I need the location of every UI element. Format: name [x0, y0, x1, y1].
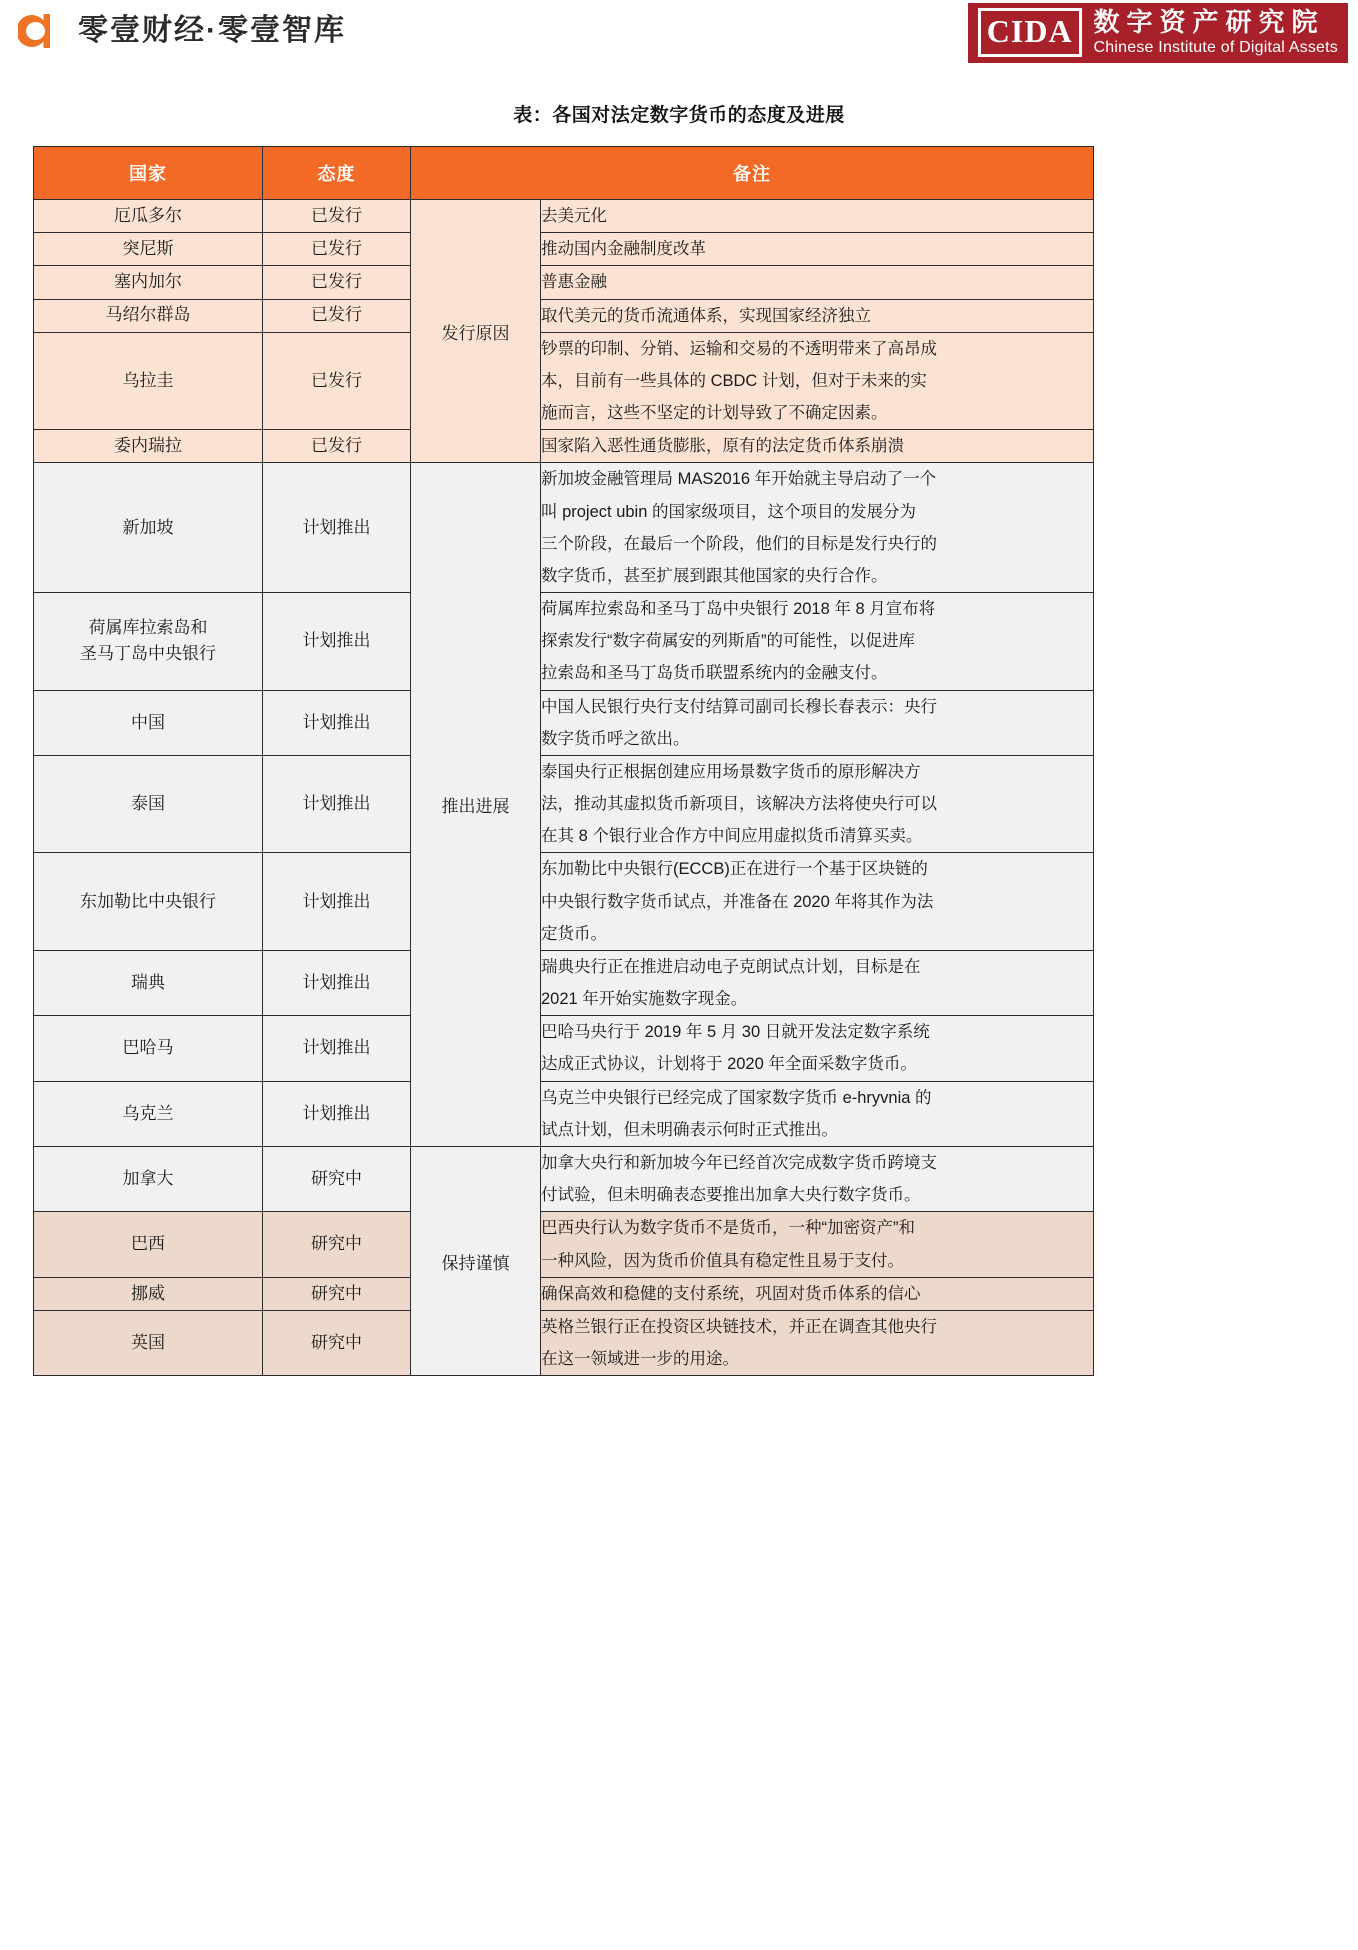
cell-group-label: 推出进展: [411, 463, 541, 1147]
cell-attitude: 已发行: [263, 200, 411, 233]
cell-country: 马绍尔群岛: [34, 299, 263, 332]
cell-country: 挪威: [34, 1277, 263, 1310]
cell-country: 突尼斯: [34, 233, 263, 266]
cell-remark: 英格兰银行正在投资区块链技术，并正在调查其他央行 在这一领域进一步的用途。: [541, 1310, 1094, 1375]
cell-country: 乌克兰: [34, 1081, 263, 1146]
table-row: [34, 266, 1094, 299]
cell-attitude: 计划推出: [263, 853, 411, 951]
alpha-logo-icon: [18, 8, 64, 54]
cida-chinese-name: 数字资产研究院: [1093, 7, 1325, 37]
cell-country: 塞内加尔: [34, 266, 263, 299]
table-container: [33, 146, 1093, 1376]
cida-logo: [968, 3, 1348, 63]
cell-country: 新加坡: [34, 463, 263, 593]
table-row: [34, 463, 1094, 593]
cell-remark: 巴哈马央行于 2019 年 5 月 30 日就开发法定数字系统 达成正式协议，计划将于 2020 年全面采数字货币。: [541, 1016, 1094, 1081]
cell-attitude: 计划推出: [263, 755, 411, 853]
cell-country: 中国: [34, 690, 263, 755]
table-row: [34, 1310, 1094, 1375]
cell-remark: 巴西央行认为数字货币不是货币，一种“加密资产”和 一种风险，因为货币价值具有稳定性且易于支付。: [541, 1212, 1094, 1277]
table-row: [34, 690, 1094, 755]
cell-attitude: 已发行: [263, 430, 411, 463]
cida-wordmark: [1094, 8, 1338, 57]
cida-badge: [978, 8, 1082, 57]
table-row: [34, 1277, 1094, 1310]
table-title: 表：各国对法定数字货币的态度及进展: [513, 105, 845, 126]
cell-attitude: 研究中: [263, 1146, 411, 1211]
table-row: [34, 755, 1094, 853]
cell-attitude: 计划推出: [263, 1081, 411, 1146]
brand-left-label: 零壹财经·零壹智库: [78, 14, 346, 47]
table-row: [34, 233, 1094, 266]
page-header: [0, 0, 1358, 72]
table-row: [34, 950, 1094, 1015]
cell-attitude: 计划推出: [263, 593, 411, 691]
cell-country: 委内瑞拉: [34, 430, 263, 463]
cell-remark: 去美元化: [541, 200, 1094, 233]
cell-remark: 荷属库拉索岛和圣马丁岛中央银行 2018 年 8 月宣布将 探索发行“数字荷属安的列斯盾”的可能性，以促进库 拉索岛和圣马丁岛货币联盟系统内的金融支付。: [541, 593, 1094, 691]
cell-remark: 取代美元的货币流通体系，实现国家经济独立: [541, 299, 1094, 332]
cell-remark: 加拿大央行和新加坡今年已经首次完成数字货币跨境支 付试验，但未明确表态要推出加拿大央行数字货币。: [541, 1146, 1094, 1211]
table-row: [34, 1016, 1094, 1081]
cell-attitude: 研究中: [263, 1310, 411, 1375]
cell-attitude: 计划推出: [263, 463, 411, 593]
cell-country: 加拿大: [34, 1146, 263, 1211]
cell-remark: 推动国内金融制度改革: [541, 233, 1094, 266]
column-header-country: 国家: [34, 147, 263, 200]
cell-attitude: 研究中: [263, 1212, 411, 1277]
cell-remark: 新加坡金融管理局 MAS2016 年开始就主导启动了一个 叫 project ubin 的国家级项目，这个项目的发展分为 三个阶段，在最后一个阶段，他们的目标是发行央行的 数字货币，甚至扩展到跟其他国家的央行合作。: [541, 463, 1094, 593]
table-body: [34, 200, 1094, 1376]
table-row: [34, 332, 1094, 430]
cell-remark: 普惠金融: [541, 266, 1094, 299]
cell-remark: 泰国央行正根据创建应用场景数字货币的原形解决方 法，推动其虚拟货币新项目，该解决方法将使央行可以 在其 8 个银行业合作方中间应用虚拟货币清算买卖。: [541, 755, 1094, 853]
cida-english-name: Chinese Institute of Digital Assets: [1093, 38, 1338, 56]
table-row: [34, 853, 1094, 951]
cell-remark: 中国人民银行央行支付结算司副司长穆长春表示：央行 数字货币呼之欲出。: [541, 690, 1094, 755]
table-row: [34, 299, 1094, 332]
table-header-row: [34, 147, 1094, 200]
cell-attitude: 已发行: [263, 266, 411, 299]
table-row: [34, 593, 1094, 691]
cida-badge-label: CIDA: [986, 13, 1073, 50]
cbdc-status-table: [33, 146, 1094, 1376]
table-row: [34, 200, 1094, 233]
cell-attitude: 计划推出: [263, 950, 411, 1015]
cell-attitude: 已发行: [263, 233, 411, 266]
cell-attitude: 已发行: [263, 299, 411, 332]
table-header: [34, 147, 1094, 200]
cell-attitude: 研究中: [263, 1277, 411, 1310]
cell-country: 泰国: [34, 755, 263, 853]
cell-attitude: 计划推出: [263, 1016, 411, 1081]
cell-country: 厄瓜多尔: [34, 200, 263, 233]
table-row: [34, 430, 1094, 463]
cell-remark: 东加勒比中央银行(ECCB)正在进行一个基于区块链的 中央银行数字货币试点，并准备在 2020 年将其作为法 定货币。: [541, 853, 1094, 951]
table-row: [34, 1081, 1094, 1146]
cell-country: 巴西: [34, 1212, 263, 1277]
cell-country: 瑞典: [34, 950, 263, 1015]
cell-attitude: 已发行: [263, 332, 411, 430]
cell-remark: 确保高效和稳健的支付系统，巩固对货币体系的信心: [541, 1277, 1094, 1310]
cell-group-label: 保持谨慎: [411, 1146, 541, 1375]
cell-country: 荷属库拉索岛和 圣马丁岛中央银行: [34, 593, 263, 691]
cell-remark: 国家陷入恶性通货膨胀，原有的法定货币体系崩溃: [541, 430, 1094, 463]
column-header-remark: 备注: [411, 147, 1094, 200]
cell-remark: 乌克兰中央银行已经完成了国家数字货币 e-hryvnia 的 试点计划，但未明确表示何时正式推出。: [541, 1081, 1094, 1146]
cell-country: 英国: [34, 1310, 263, 1375]
cell-country: 乌拉圭: [34, 332, 263, 430]
cell-remark: 瑞典央行正在推进启动电子克朗试点计划，目标是在 2021 年开始实施数字现金。: [541, 950, 1094, 1015]
cell-group-label: 发行原因: [411, 200, 541, 463]
cell-country: 东加勒比中央银行: [34, 853, 263, 951]
table-row: [34, 1146, 1094, 1211]
cell-remark: 钞票的印制、分销、运输和交易的不透明带来了高昂成 本，目前有一些具体的 CBDC 计划，但对于未来的实 施而言，这些不坚定的计划导致了不确定因素。: [541, 332, 1094, 430]
table-row: [34, 1212, 1094, 1277]
brand-left: [18, 8, 346, 54]
cell-attitude: 计划推出: [263, 690, 411, 755]
column-header-attitude: 态度: [263, 147, 411, 200]
cell-country: 巴哈马: [34, 1016, 263, 1081]
